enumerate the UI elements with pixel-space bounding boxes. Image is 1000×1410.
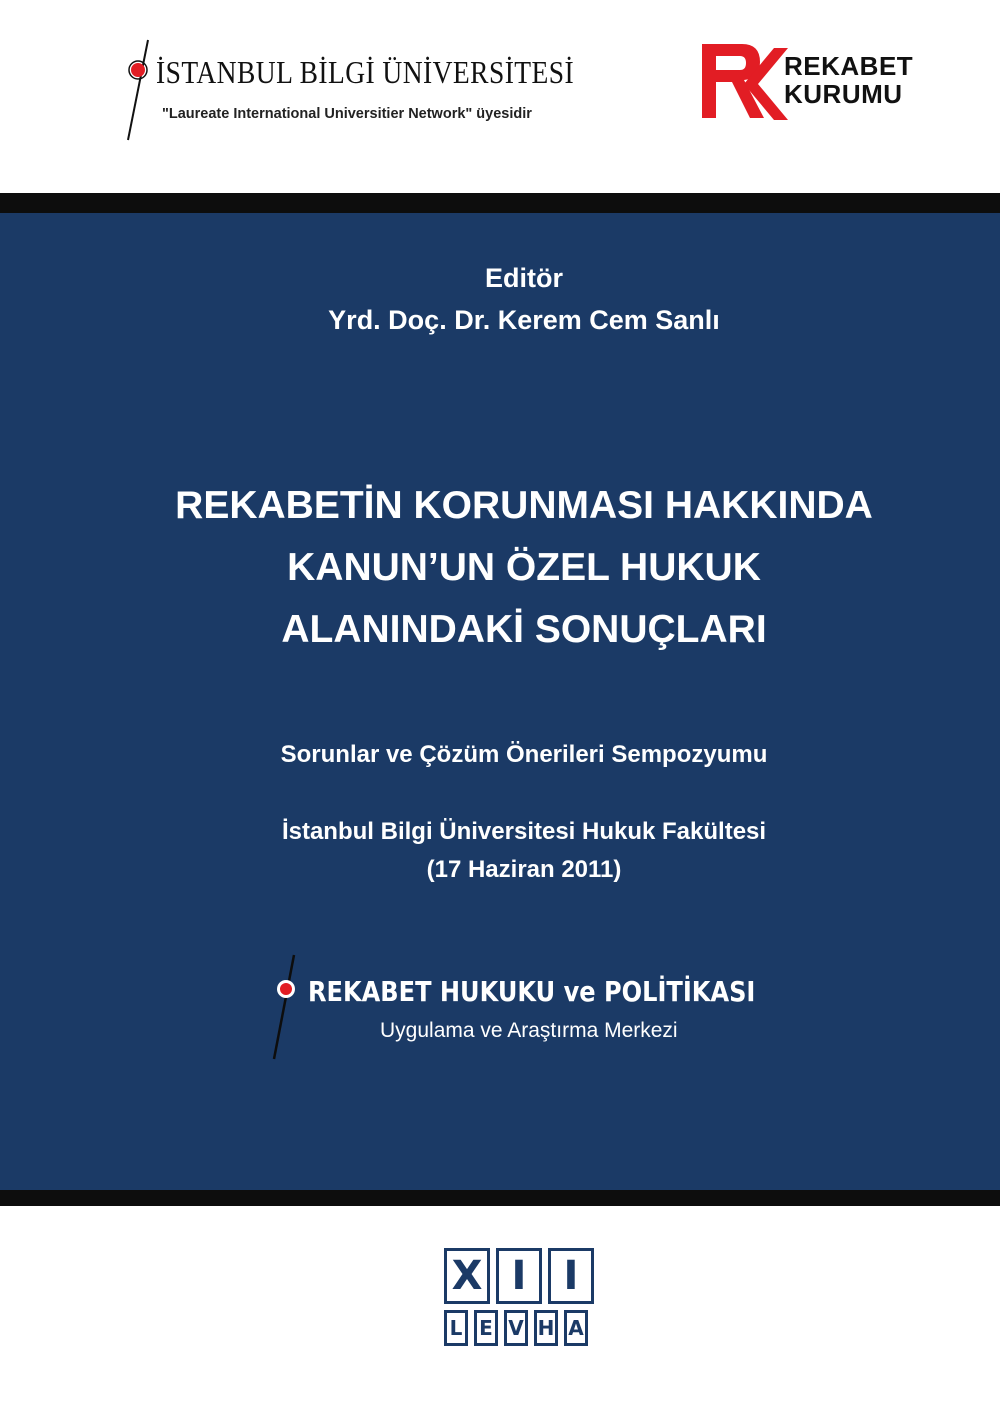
publisher-logo <box>444 1248 604 1356</box>
rk-monogram-icon <box>700 40 790 125</box>
university-name: İSTANBUL BİLGİ ÜNİVERSİTESİ <box>156 54 575 90</box>
cover-header <box>0 0 1000 190</box>
title-line-2: KANUN’UN ÖZEL HUKUK <box>287 546 761 589</box>
publisher-letter: E <box>474 1310 498 1346</box>
faculty-info <box>0 813 1000 889</box>
top-black-band <box>0 193 1000 213</box>
rekabet-kurumu-wordmark <box>784 52 913 108</box>
authority-line-2: KURUMU <box>784 79 903 109</box>
publisher-letter: V <box>504 1310 528 1346</box>
publisher-letter: X <box>444 1248 490 1304</box>
title-line-3: ALANINDAKİ SONUÇLARI <box>281 608 767 651</box>
bilgi-university-logo <box>118 36 618 146</box>
publisher-letter: L <box>444 1310 468 1346</box>
publisher-letter: I <box>548 1248 594 1304</box>
editor-name: Yrd. Doç. Dr. Kerem Cem Sanlı <box>328 305 720 335</box>
center-pen-mark-icon <box>266 953 306 1063</box>
publisher-letter: A <box>564 1310 588 1346</box>
publisher-logo-bottom-row <box>444 1310 588 1346</box>
authority-line-1: REKABET <box>784 51 914 81</box>
book-subtitle: Sorunlar ve Çözüm Önerileri Sempozyumu <box>280 741 768 768</box>
cover-panel <box>0 213 1000 1190</box>
faculty-name: İstanbul Bilgi Üniversitesi Hukuk Fakültesi <box>281 818 767 845</box>
bilgi-pen-mark-icon <box>118 36 158 146</box>
editor-label: Editör <box>485 263 563 293</box>
publisher-letter: H <box>534 1310 558 1346</box>
symposium-date: (17 Haziran 2011) <box>426 856 622 883</box>
publisher-letter: I <box>496 1248 542 1304</box>
book-title <box>0 475 1000 661</box>
title-line-1: REKABETİN KORUNMASI HAKKINDA <box>175 484 873 527</box>
publisher-logo-top-row <box>444 1248 594 1304</box>
research-center-title: REKABET HUKUKU ve POLİTİKASI <box>308 975 756 1008</box>
research-center-subtitle: Uygulama ve Araştırma Merkezi <box>380 1019 678 1042</box>
bottom-black-band <box>0 1190 1000 1206</box>
research-center-logo <box>266 953 826 1063</box>
rekabet-kurumu-logo <box>700 40 920 130</box>
university-tagline: "Laureate International Universitier Network" üyesidir <box>162 106 532 122</box>
